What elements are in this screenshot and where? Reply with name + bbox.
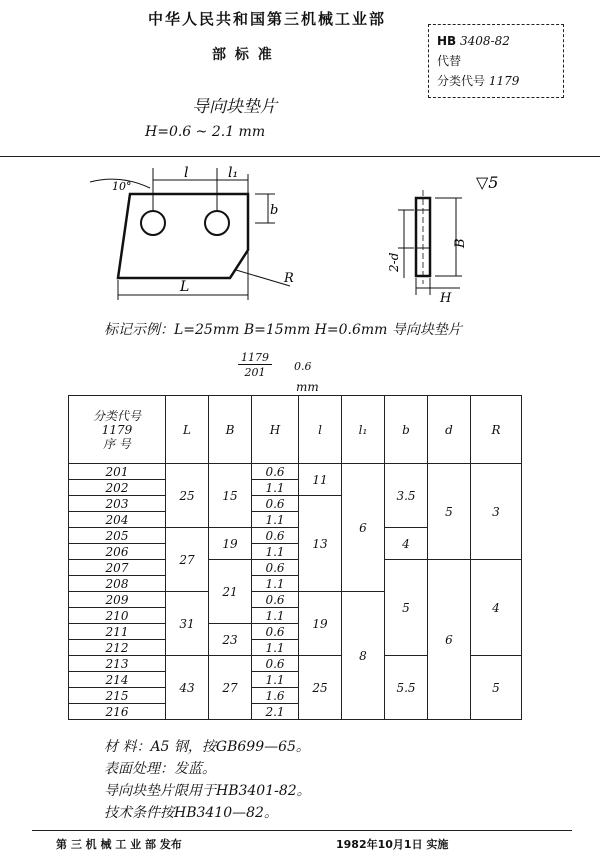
plate-outline [118,194,248,278]
dim-L-label: L [180,279,190,295]
thickness-range: H=0.6 ~ 2.1 mm [145,124,266,140]
col-header-L: L [166,396,209,464]
table-row: 210 [69,608,166,624]
cell-b: 3.5 [385,464,428,528]
cell-B: 21 [209,560,252,624]
cell-H: 1.1 [252,512,299,528]
cell-H: 1.1 [252,608,299,624]
cell-R: 5 [471,656,522,720]
cell-H: 1.1 [252,576,299,592]
table-row: 204 [69,512,166,528]
standard-label: 部 标 准 [212,47,274,63]
ministry-title: 中华人民共和国第三机械工业部 [148,10,387,28]
class-value: 1179 [488,74,520,88]
cell-H: 0.6 [252,464,299,480]
cell-l: 19 [299,592,342,656]
table-row: 213 [69,656,166,672]
cell-b: 5.5 [385,656,428,720]
dim-b-label: b [270,203,279,218]
col-header-l1: l₁ [342,396,385,464]
unit-label: mm [296,380,319,394]
cell-H: 0.6 [252,528,299,544]
cell-H: 1.1 [252,480,299,496]
cell-l: 25 [299,656,342,720]
col-header-R: R [471,396,522,464]
cell-b: 4 [385,528,428,560]
cell-H: 1.6 [252,688,299,704]
cell-B: 15 [209,464,252,528]
marking-example: 标记示例：L=25mm B=15mm H=0.6mm 导向块垫片 [104,322,462,338]
cell-B: 23 [209,624,252,656]
cell-l: 13 [299,496,342,592]
spec-table [68,395,522,720]
class-label: 分类代号 [437,74,486,88]
footer-publisher: 第 三 机 械 工 业 部 发布 [56,838,182,851]
cell-B: 19 [209,528,252,560]
code-box [428,24,564,98]
col-header-code: 分类代号 1179 序 号 [69,396,166,464]
footer-date: 1982年10月1日 实施 [336,838,449,851]
cell-H: 0.6 [252,496,299,512]
table-row: 203 [69,496,166,512]
cell-H: 1.1 [252,672,299,688]
note-surface: 表面处理：发蓝。 [104,761,216,777]
cell-l1: 8 [342,592,385,720]
table-row: 201 [69,464,166,480]
cell-d: 5 [428,464,471,560]
cell-H: 2.1 [252,704,299,720]
cell-R: 4 [471,560,522,656]
col-header-B: B [209,396,252,464]
hb-prefix: HB [437,34,457,48]
footer-rule [32,830,572,831]
cell-d: 6 [428,560,471,720]
table-row: 214 [69,672,166,688]
note-usage: 导向块垫片限用于HB3401-82。 [104,783,311,799]
col-header-l: l [299,396,342,464]
cell-H: 0.6 [252,560,299,576]
doc-title: 导向块垫片 [192,97,277,117]
cell-R: 3 [471,464,522,560]
table-row: 207 [69,560,166,576]
col-header-d: d [428,396,471,464]
col-header-b: b [385,396,428,464]
table-row: 202 [69,480,166,496]
angle-label: 10° [112,180,132,193]
note-material: 材 料：A5 钢，按GB699—65。 [104,739,310,755]
dim-H-label: H [440,291,452,306]
fraction-den: 201 [244,366,266,379]
part-drawing [0,160,600,310]
replace-label: 代替 [437,54,462,68]
hole-right [205,211,229,235]
table-row: 212 [69,640,166,656]
dim-l1-label: l₁ [228,165,239,181]
cell-l: 11 [299,464,342,496]
table-row: 208 [69,576,166,592]
hole-left [141,211,165,235]
table-row: 206 [69,544,166,560]
cell-L: 43 [166,656,209,720]
cell-b: 5 [385,560,428,656]
table-row: 211 [69,624,166,640]
dim-l-label: l [184,165,189,181]
cell-B: 27 [209,656,252,720]
fraction-side: 0.6 [294,360,312,373]
col-header-H: H [252,396,299,464]
cell-H: 0.6 [252,624,299,640]
fraction-num: 1179 [238,351,272,365]
note-tech: 技术条件按HB3410—82。 [104,805,278,821]
table-row: 216 [69,704,166,720]
cell-H: 1.1 [252,544,299,560]
cell-H: 0.6 [252,592,299,608]
cell-l1: 6 [342,464,385,592]
table-row: 209 [69,592,166,608]
roughness-mark: ▽5 [476,173,499,192]
cell-H: 1.1 [252,640,299,656]
cell-L: 31 [166,592,209,656]
hb-number: 3408-82 [460,34,510,48]
table-row: 215 [69,688,166,704]
header-rule [0,156,600,157]
dim-B-label: B [453,238,468,248]
dim-R-label: R [284,271,294,286]
cell-L: 25 [166,464,209,528]
table-row: 205 [69,528,166,544]
cell-L: 27 [166,528,209,592]
cell-H: 0.6 [252,656,299,672]
dim-d-label: 2-d [387,252,401,272]
